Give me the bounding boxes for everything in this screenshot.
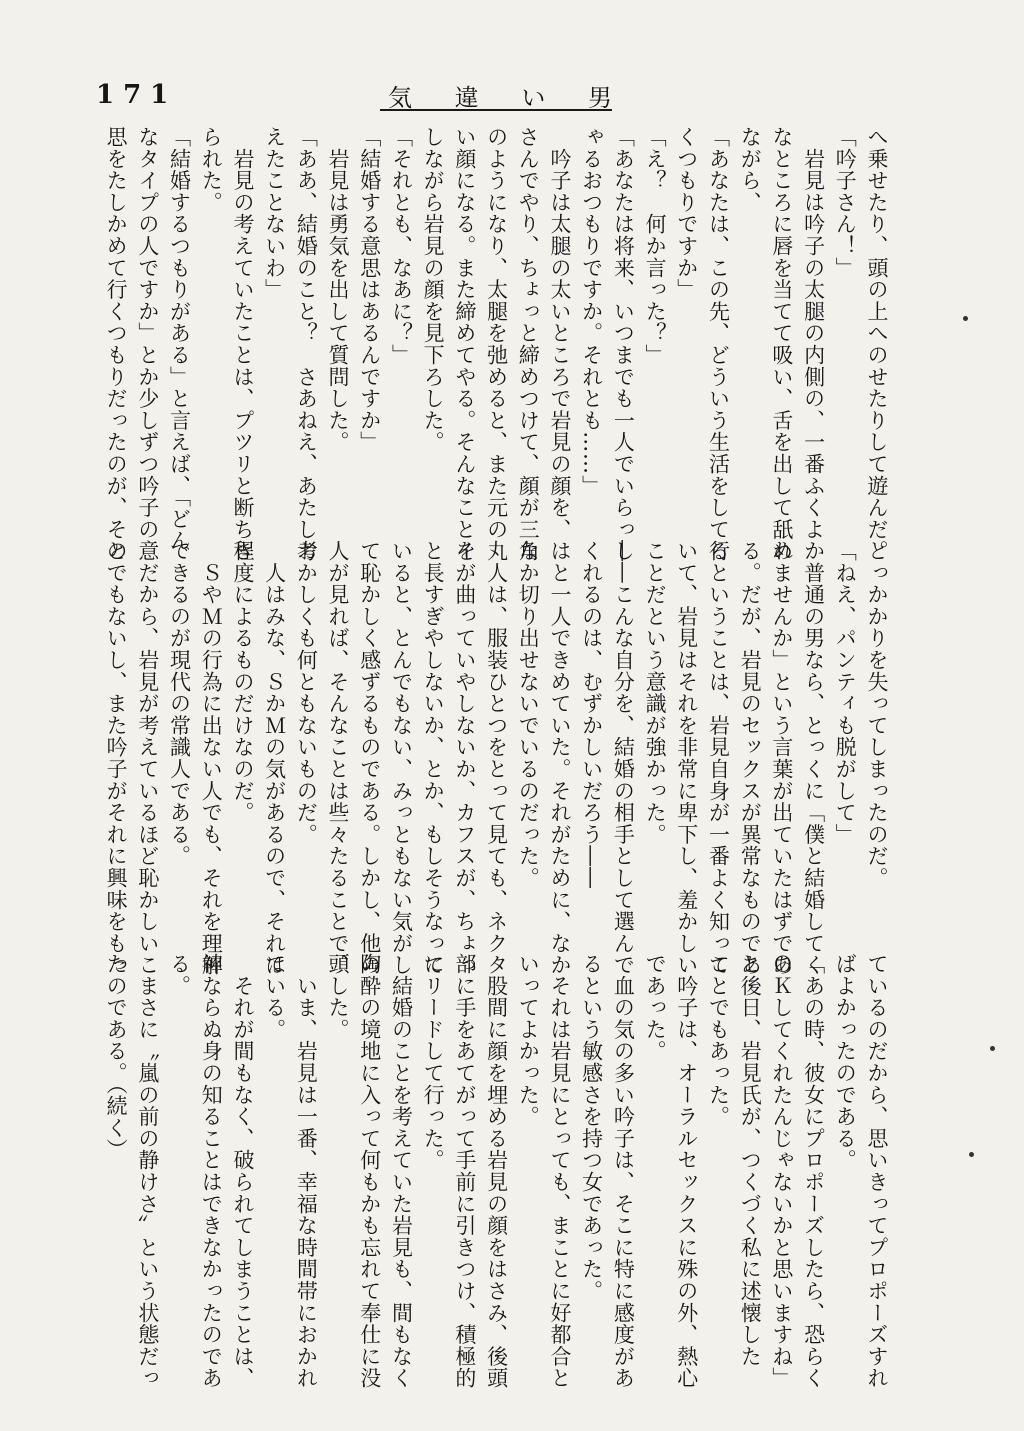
text-line: くつもりですか」 <box>674 126 699 301</box>
text-line: る。 <box>167 953 192 997</box>
text-line: と長すぎやしないか、とか、もしそうなって <box>421 540 446 976</box>
text-line: 普通の男なら、とっくに「僕と結婚してく <box>801 540 826 976</box>
text-line: 岩見は吟子の太腿の内側の、一番ふくよか <box>801 126 826 562</box>
text-line: 人はみな、ＳかＭの気があるので、それは <box>262 540 287 976</box>
text-line: しながら岩見の顔を見下ろした。 <box>421 126 446 453</box>
text-line: だから、岩見が考えているほど恥かしいこ <box>135 540 160 976</box>
text-line: れませんか」という言葉が出ていたはずであ <box>769 540 794 976</box>
text-line: ゃるおつもりですか。それとも……」 <box>579 126 604 497</box>
text-line: ながら、 <box>738 126 763 214</box>
text-line: とでもないし、また吟子がそれに興味をもっ <box>104 540 129 976</box>
text-line: 「それとも、なあに？」 <box>389 126 414 366</box>
text-line: えたことないわ」 <box>262 126 287 301</box>
text-line: と一人できめていた。それがために、なか <box>547 540 572 976</box>
text-line: であった。 <box>643 953 668 1062</box>
text-line: 思をたしかめて行くつもりだったのが、その <box>104 126 129 562</box>
text-line: なタイプの人ですか」とか少しずつ吟子の意 <box>135 126 160 562</box>
page-number: 171 <box>96 80 178 110</box>
text-line: られた。 <box>199 126 224 214</box>
text-line: 人は、服装ひとつをとって見ても、ネクタ <box>484 540 509 976</box>
text-line: それは岩見にとっても、まことに好都合と <box>547 953 572 1389</box>
text-line: ことだという意識が強かった。 <box>643 540 668 846</box>
text-line: 部に手をあてがって手前に引きつけ、積極的 <box>452 953 477 1389</box>
header-rule <box>380 109 612 111</box>
text-line: のようになり、太腿を弛めると、また元の丸 <box>484 126 509 562</box>
text-line: 「吟子さん！」 <box>833 126 858 279</box>
text-line: 「あの時、彼女にプロポーズしたら、恐らく <box>801 953 826 1389</box>
text-line: ＯＫしてくれたんじゃないかと思いますね」 <box>769 953 794 1389</box>
text-line: 程度によるものだけなのだ。 <box>230 540 255 824</box>
text-line: 「あなたは将来、いつまでも一人でいらっし <box>611 126 636 562</box>
text-line: おかしくも何ともないものだ。 <box>294 540 319 846</box>
print-speck <box>990 1046 995 1051</box>
text-line: 陶酔の境地に入って何もかも忘れて奉仕に没 <box>357 953 382 1389</box>
text-line: るという敏感さを持つ女であった。 <box>579 953 604 1302</box>
text-line: それが間もなく、破られてしまうことは、 <box>230 953 255 1389</box>
text-line: 「あなたは、この先、どういう生活をして行 <box>706 126 731 562</box>
text-line: い顔になる。また締めてやる。そんなことを <box>452 126 477 562</box>
text-line: とっかかりを失ってしまったのだ。 <box>865 540 889 889</box>
text-line: 神ならぬ身の知ることはできなかったのであ <box>199 953 224 1389</box>
text-line: いて、岩見はそれを非常に卑下し、羞かしい <box>674 540 699 976</box>
text-line: いま、岩見は一番、幸福な時間帯におかれ <box>294 953 319 1389</box>
text-line: 人が見れば、そんなことは些々たることで、 <box>326 540 351 976</box>
text-line: 血の気の多い吟子は、そこに特に感度があ <box>611 953 636 1389</box>
text-line: 岩見は勇気を出して質問した。 <box>326 126 351 453</box>
text-line: ＳやＭの行為に出ない人でも、それを理解 <box>199 540 224 976</box>
text-line: ばよかったのである。 <box>833 953 858 1171</box>
text-line: イが曲っていやしないか、カフスが、ちょっ <box>452 540 477 976</box>
print-speck <box>969 1152 974 1157</box>
text-line: さんでやり、ちょっと締めつけて、顔が三角 <box>516 126 541 562</box>
text-column-bottom <box>104 953 892 1389</box>
text-line: ている。 <box>262 953 287 1041</box>
text-line: にリードして行った。 <box>421 953 446 1171</box>
text-line: ことでもあった。 <box>706 953 731 1128</box>
text-line: 頭した。 <box>326 953 351 1041</box>
text-line: る。だが、岩見のセックスが異常なものであ <box>738 540 763 976</box>
text-line: 「結婚する意思はあるんですか」 <box>357 126 382 453</box>
text-line: と後日、岩見氏が、つくづく私に述懐した <box>738 953 763 1368</box>
text-line: できるのが現代の常識人である。 <box>167 540 192 867</box>
text-line: て恥かしく感ずるものである。しかし、他の <box>357 540 382 976</box>
text-line: 岩見の考えていたことは、プツリと断ちき <box>230 126 255 562</box>
text-line: 「結婚するつもりがある」と言えば、「どん <box>167 126 192 552</box>
text-column-middle <box>102 540 892 976</box>
text-line: 結婚のことを考えていた岩見も、間もなく <box>389 953 414 1389</box>
text-line: くれるのは、むずかしいだろう―― <box>579 540 604 889</box>
text-line: 吟子は、オーラルセックスに殊の外、熱心 <box>674 953 699 1389</box>
text-column-top <box>102 126 892 562</box>
text-line: 吟子は太腿の太いところで岩見の顔を、は <box>547 126 572 562</box>
text-line: いると、とんでもない、みっともない気がし <box>389 540 414 976</box>
running-title: 気違い男 <box>388 84 612 112</box>
text-line: いってよかった。 <box>516 953 541 1128</box>
text-line: ているのだから、思いきってプロポーズすれ <box>865 953 889 1389</box>
text-line: 「え？ 何か言った？」 <box>643 126 668 366</box>
text-line: 「ねえ、パンティも脱がして」 <box>833 540 858 846</box>
text-line: まさに〝嵐の前の静けさ〟という状態だっ <box>135 953 160 1389</box>
text-line: へ乗せたり、頭の上へのせたりして遊んだ。 <box>865 126 889 562</box>
print-speck <box>963 316 968 321</box>
text-line: なところに唇を当てて吸い、舌を出して舐め <box>769 126 794 562</box>
text-line: 「ああ、結婚のこと？ さあねえ、あたし考 <box>294 126 319 562</box>
text-line: ――こんな自分を、結婚の相手として選んで <box>611 540 636 976</box>
text-line: 股間に顔を埋める岩見の顔をはさみ、後頭 <box>484 953 509 1389</box>
text-line: なか切り出せないでいるのだった。 <box>516 540 541 889</box>
text-line: たのである。（続く） <box>104 953 129 1161</box>
text-line: るということは、岩見自身が一番よく知って <box>706 540 731 976</box>
